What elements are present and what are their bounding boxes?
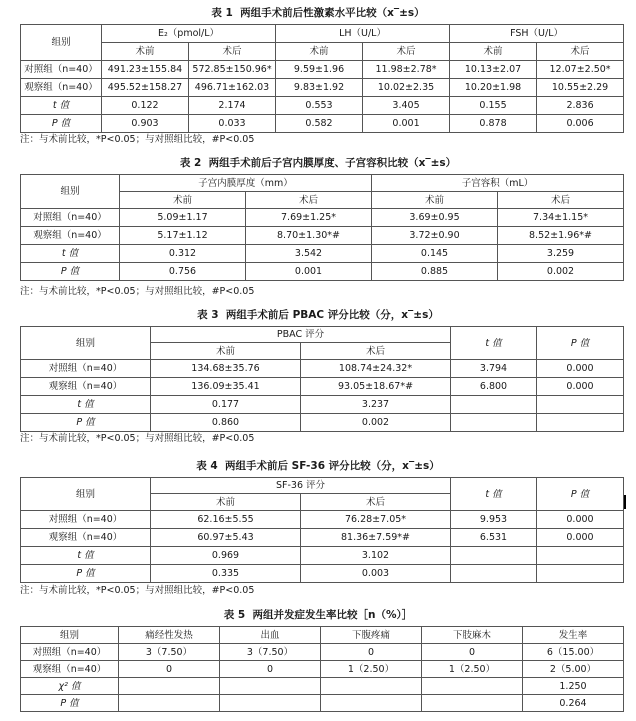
table-row xyxy=(21,61,624,79)
table2-footnote: 注：与术前比较，*P<0.05；与对照组比较，#P<0.05 xyxy=(20,286,255,297)
table3-pre-header: 术前 xyxy=(151,343,301,360)
table-row xyxy=(21,97,624,115)
table-cell: 3.69±0.95 xyxy=(372,209,498,227)
table-cell: 0.001 xyxy=(246,263,372,281)
table1-post-header: 术后 xyxy=(189,43,276,61)
table2 xyxy=(20,174,624,281)
table-cell: 8.52±1.96*# xyxy=(498,227,624,245)
table-row xyxy=(21,661,624,678)
table-cell: 0.756 xyxy=(120,263,246,281)
table-cell: 0.177 xyxy=(151,396,301,414)
table1-pre-header: 术前 xyxy=(450,43,537,61)
table5-numbness-header: 下肢麻木 xyxy=(422,627,523,644)
table-cell: 1（2.50） xyxy=(422,661,523,678)
row-label: 观察组（n=40） xyxy=(21,378,151,396)
table-row xyxy=(21,115,624,133)
table4-footnote: 注：与术前比较，*P<0.05；与对照组比较，#P<0.05 xyxy=(20,585,255,596)
table-row xyxy=(21,378,624,396)
table-cell: 11.98±2.78* xyxy=(363,61,450,79)
table-cell: 0.000 xyxy=(537,529,624,547)
table-cell xyxy=(451,547,537,565)
table-cell: 3.259 xyxy=(498,245,624,263)
table-row xyxy=(21,263,624,281)
table1-pre-header: 术前 xyxy=(276,43,363,61)
table-row xyxy=(21,529,624,547)
row-label: t 值 xyxy=(21,245,120,263)
table3-score-header: PBAC 评分 xyxy=(151,327,451,343)
table-cell xyxy=(451,396,537,414)
table-cell: 495.52±158.27 xyxy=(102,79,189,97)
table-cell: 0 xyxy=(321,644,422,661)
table5-group-header: 组别 xyxy=(21,627,119,644)
table-cell xyxy=(321,678,422,695)
table1-group-header: 组别 xyxy=(21,25,102,61)
table-cell: 6（15.00） xyxy=(523,644,624,661)
table3-footnote: 注：与术前比较，*P<0.05；与对照组比较，#P<0.05 xyxy=(20,433,255,444)
table2-thickness-header: 子宫内膜厚度（mm） xyxy=(120,175,372,192)
table-cell: 0.903 xyxy=(102,115,189,133)
table-cell: 9.953 xyxy=(451,511,537,529)
table5-title: 表 5 两组并发症发生率比较［n（%）］ xyxy=(223,609,413,621)
table-cell: 0.122 xyxy=(102,97,189,115)
table5-bleeding-header: 出血 xyxy=(220,627,321,644)
table-row xyxy=(21,396,624,414)
table-cell: 0.885 xyxy=(372,263,498,281)
table1-e2-header: E₂（pmol/L） xyxy=(102,25,276,43)
table1-fsh-header: FSH（U/L） xyxy=(450,25,624,43)
row-label: 观察组（n=40） xyxy=(21,79,102,97)
row-label: 对照组（n=40） xyxy=(21,209,120,227)
table4-score-header: SF-36 评分 xyxy=(151,478,451,494)
table-cell: 10.55±2.29 xyxy=(537,79,624,97)
table1-lh-header: LH（U/L） xyxy=(276,25,450,43)
table2-group-header: 组别 xyxy=(21,175,120,209)
row-label: t 值 xyxy=(21,547,151,565)
table-cell: 0.335 xyxy=(151,565,301,583)
table3-p-header: P 值 xyxy=(537,327,624,360)
table-cell: 8.70±1.30*# xyxy=(246,227,372,245)
table-row xyxy=(21,547,624,565)
table4-group-header: 组别 xyxy=(21,478,151,511)
table-cell xyxy=(537,414,624,432)
table-cell: 0.582 xyxy=(276,115,363,133)
table2-post-header: 术后 xyxy=(246,192,372,209)
table-cell: 12.07±2.50* xyxy=(537,61,624,79)
row-label: 对照组（n=40） xyxy=(21,360,151,378)
table-row xyxy=(21,414,624,432)
row-label: 对照组（n=40） xyxy=(21,61,102,79)
table-cell: 572.85±150.96* xyxy=(189,61,276,79)
table-cell xyxy=(321,695,422,712)
table-cell: 3.405 xyxy=(363,97,450,115)
table-row xyxy=(21,695,624,712)
table-cell: 1（2.50） xyxy=(321,661,422,678)
table-cell: 491.23±155.84 xyxy=(102,61,189,79)
vertical-marker xyxy=(624,495,626,509)
table-cell: 0.145 xyxy=(372,245,498,263)
table-cell: 0.860 xyxy=(151,414,301,432)
table-cell xyxy=(422,695,523,712)
table-cell: 6.800 xyxy=(451,378,537,396)
table-cell: 0.003 xyxy=(301,565,451,583)
table2-post-header: 术后 xyxy=(498,192,624,209)
table-row xyxy=(21,227,624,245)
table1-post-header: 术后 xyxy=(537,43,624,61)
row-label: P 值 xyxy=(21,695,119,712)
table-cell: 0.155 xyxy=(450,97,537,115)
table-cell: 1.250 xyxy=(523,678,624,695)
table-cell xyxy=(119,695,220,712)
row-label: χ² 值 xyxy=(21,678,119,695)
table4-title: 表 4 两组手术前后 SF-36 评分比较（分，x‾±s） xyxy=(196,460,440,472)
table1 xyxy=(20,24,624,133)
table-cell xyxy=(220,695,321,712)
row-label: t 值 xyxy=(21,97,102,115)
table1-footnote: 注：与术前比较，*P<0.05；与对照组比较，#P<0.05 xyxy=(20,134,255,145)
table-cell: 3.237 xyxy=(301,396,451,414)
table5-rate-header: 发生率 xyxy=(523,627,624,644)
row-label: P 值 xyxy=(21,565,151,583)
table5-pain-header: 下腹疼痛 xyxy=(321,627,422,644)
table5 xyxy=(20,626,624,712)
table-row xyxy=(21,245,624,263)
table-cell: 0 xyxy=(422,644,523,661)
table-cell: 9.83±1.92 xyxy=(276,79,363,97)
table-cell: 0.000 xyxy=(537,378,624,396)
table-cell: 3.794 xyxy=(451,360,537,378)
table-cell: 0.033 xyxy=(189,115,276,133)
table-row xyxy=(21,79,624,97)
table3-post-header: 术后 xyxy=(301,343,451,360)
table1-pre-header: 术前 xyxy=(102,43,189,61)
table-cell: 0.969 xyxy=(151,547,301,565)
table-cell: 0.002 xyxy=(301,414,451,432)
table-cell: 3（7.50） xyxy=(220,644,321,661)
table-cell: 60.97±5.43 xyxy=(151,529,301,547)
table-cell: 10.13±2.07 xyxy=(450,61,537,79)
table-cell xyxy=(119,678,220,695)
table3-title: 表 3 两组手术前后 PBAC 评分比较（分，x‾±s） xyxy=(197,309,439,321)
table-cell: 496.71±162.03 xyxy=(189,79,276,97)
table-cell: 76.28±7.05* xyxy=(301,511,451,529)
table-cell: 0.002 xyxy=(498,263,624,281)
table-cell xyxy=(422,678,523,695)
table-cell: 0.001 xyxy=(363,115,450,133)
table-cell: 0.000 xyxy=(537,511,624,529)
table-cell: 0.553 xyxy=(276,97,363,115)
table-cell: 6.531 xyxy=(451,529,537,547)
table-cell: 0.878 xyxy=(450,115,537,133)
table4 xyxy=(20,477,624,583)
table-cell: 0.006 xyxy=(537,115,624,133)
table-cell xyxy=(537,396,624,414)
table-cell: 81.36±7.59*# xyxy=(301,529,451,547)
table3-t-header: t 值 xyxy=(451,327,537,360)
table1-title: 表 1 两组手术前后性激素水平比较（x‾±s） xyxy=(211,7,425,19)
table-row xyxy=(21,565,624,583)
table-cell: 62.16±5.55 xyxy=(151,511,301,529)
table-cell: 0 xyxy=(220,661,321,678)
row-label: 观察组（n=40） xyxy=(21,661,119,678)
table-cell: 2.174 xyxy=(189,97,276,115)
table-cell: 10.02±2.35 xyxy=(363,79,450,97)
table-cell: 136.09±35.41 xyxy=(151,378,301,396)
table-cell xyxy=(451,565,537,583)
table-cell: 134.68±35.76 xyxy=(151,360,301,378)
table-cell: 0.264 xyxy=(523,695,624,712)
table-cell: 3.72±0.90 xyxy=(372,227,498,245)
table-row xyxy=(21,678,624,695)
table-cell xyxy=(220,678,321,695)
table-cell: 108.74±24.32* xyxy=(301,360,451,378)
table-cell: 2.836 xyxy=(537,97,624,115)
table4-pre-header: 术前 xyxy=(151,494,301,511)
table-cell xyxy=(451,414,537,432)
table2-pre-header: 术前 xyxy=(372,192,498,209)
table-cell: 0.312 xyxy=(120,245,246,263)
table-cell: 0.000 xyxy=(537,360,624,378)
row-label: t 值 xyxy=(21,396,151,414)
table-row xyxy=(21,209,624,227)
table-cell: 10.20±1.98 xyxy=(450,79,537,97)
table4-post-header: 术后 xyxy=(301,494,451,511)
table2-pre-header: 术前 xyxy=(120,192,246,209)
table3-group-header: 组别 xyxy=(21,327,151,360)
table-row xyxy=(21,360,624,378)
table-row xyxy=(21,511,624,529)
row-label: 对照组（n=40） xyxy=(21,644,119,661)
table-cell: 5.17±1.12 xyxy=(120,227,246,245)
table-cell: 5.09±1.17 xyxy=(120,209,246,227)
table-cell: 7.34±1.15* xyxy=(498,209,624,227)
table-cell: 3（7.50） xyxy=(119,644,220,661)
row-label: 观察组（n=40） xyxy=(21,529,151,547)
table-cell: 9.59±1.96 xyxy=(276,61,363,79)
table4-t-header: t 值 xyxy=(451,478,537,511)
row-label: 观察组（n=40） xyxy=(21,227,120,245)
table-cell: 2（5.00） xyxy=(523,661,624,678)
table-cell xyxy=(537,547,624,565)
row-label: P 值 xyxy=(21,414,151,432)
table5-fever-header: 痛经性发热 xyxy=(119,627,220,644)
table2-volume-header: 子宫容积（mL） xyxy=(372,175,624,192)
table1-post-header: 术后 xyxy=(363,43,450,61)
table-row xyxy=(21,644,624,661)
table-cell: 7.69±1.25* xyxy=(246,209,372,227)
row-label: P 值 xyxy=(21,263,120,281)
table-cell: 3.542 xyxy=(246,245,372,263)
table3 xyxy=(20,326,624,432)
table4-p-header: P 值 xyxy=(537,478,624,511)
table-cell xyxy=(537,565,624,583)
row-label: P 值 xyxy=(21,115,102,133)
table-cell: 0 xyxy=(119,661,220,678)
table-cell: 3.102 xyxy=(301,547,451,565)
row-label: 对照组（n=40） xyxy=(21,511,151,529)
table2-title: 表 2 两组手术前后子宫内膜厚度、子宫容积比较（x‾±s） xyxy=(179,157,457,169)
table-cell: 93.05±18.67*# xyxy=(301,378,451,396)
